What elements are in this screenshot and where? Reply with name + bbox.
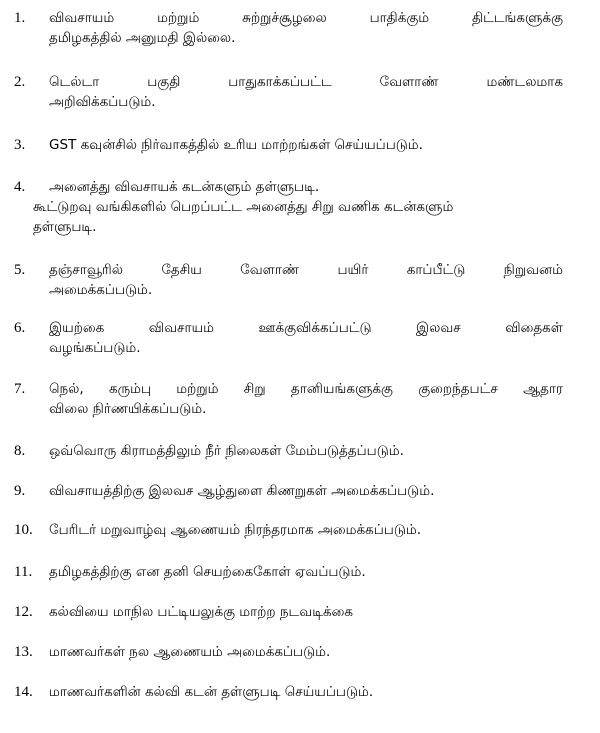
item-line: விலை நிர்ணயிக்கப்படும். <box>49 401 207 417</box>
item-number: 2. <box>14 74 26 90</box>
item-line: கூட்டுறவு வங்கிகளில் பெறப்பட்ட அனைத்து சிறு வணிக கடன்களும் <box>33 199 454 215</box>
item-number: 6. <box>14 320 26 336</box>
item-line: அறிவிக்கப்படும். <box>49 94 156 110</box>
item-line: தமிழகத்திற்கு என தனி செயற்கைகோள் ஏவப்படும். <box>49 564 366 580</box>
item-text <box>49 8 563 48</box>
item-line: தமிழகத்தில் அனுமதி இல்லை. <box>49 30 236 46</box>
item-number: 1. <box>14 10 26 26</box>
item-text <box>33 177 563 237</box>
item-text <box>49 379 563 419</box>
item-text <box>49 562 563 582</box>
item-line: பேரிடர் மறுவாழ்வு ஆணையம் நிரந்தரமாக அமைக்கப்படும். <box>49 522 422 538</box>
item-number: 4. <box>14 179 26 195</box>
item-line: விவசாயத்திற்கு இலவச ஆழ்துளை கிணறுகள் அமைக்கப்படும். <box>49 483 435 499</box>
item-text <box>49 520 563 540</box>
item-line: வழங்கப்படும். <box>49 340 141 356</box>
item-line: அமைக்கப்படும். <box>49 282 153 298</box>
item-number: 12. <box>14 604 33 620</box>
item-line: மாணவர்களின் கல்வி கடன் தள்ளுபடி செய்யப்படும். <box>49 684 374 700</box>
item-line: தள்ளுபடி. <box>33 219 97 235</box>
item-text <box>49 318 563 358</box>
item-number: 3. <box>14 137 26 153</box>
item-text <box>49 682 563 702</box>
item-number: 11. <box>14 564 33 580</box>
item-number: 8. <box>14 443 26 459</box>
item-text <box>49 135 563 155</box>
item-number: 5. <box>14 262 26 278</box>
item-number: 10. <box>14 522 33 538</box>
item-line: GST கவுன்சில் நிர்வாகத்தில் உரிய மாற்றங்கள் செய்யப்படும். <box>49 137 423 153</box>
item-text <box>49 260 563 300</box>
item-line: அனைத்து விவசாயக் கடன்களும் தள்ளுபடி. <box>49 179 320 195</box>
item-text <box>49 481 563 501</box>
item-line: இயற்கை விவசாயம் ஊக்குவிக்கப்பட்டு இலவச விதைகள் <box>49 320 563 336</box>
item-line: நெல், கரும்பு மற்றும் சிறு தானியங்களுக்கு குறைந்தபட்ச ஆதார <box>49 381 563 397</box>
item-number: 13. <box>14 644 33 660</box>
item-number: 14. <box>14 684 33 700</box>
item-text <box>49 72 563 112</box>
item-line: தஞ்சாவூரில் தேசிய வேளாண் பயிர் காப்பீட்டு நிறுவனம் <box>49 262 563 278</box>
item-line: மாணவர்கள் நல ஆணையம் அமைக்கப்படும். <box>49 644 331 660</box>
item-line: டெல்டா பகுதி பாதுகாக்கப்பட்ட வேளாண் மண்டலமாக <box>49 74 563 90</box>
item-text <box>49 642 563 662</box>
item-text <box>49 602 563 622</box>
item-text <box>49 441 563 461</box>
item-number: 7. <box>14 381 26 397</box>
item-line: விவசாயம் மற்றும் சுற்றுச்சூழலை பாதிக்கும் திட்டங்களுக்கு <box>49 10 563 26</box>
item-number: 9. <box>14 483 26 499</box>
item-line: கல்வியை மாநில பட்டியலுக்கு மாற்ற நடவடிக்கை <box>49 604 354 620</box>
item-line: ஒவ்வொரு கிராமத்திலும் நீர் நிலைகள் மேம்படுத்தப்படும். <box>49 443 404 459</box>
